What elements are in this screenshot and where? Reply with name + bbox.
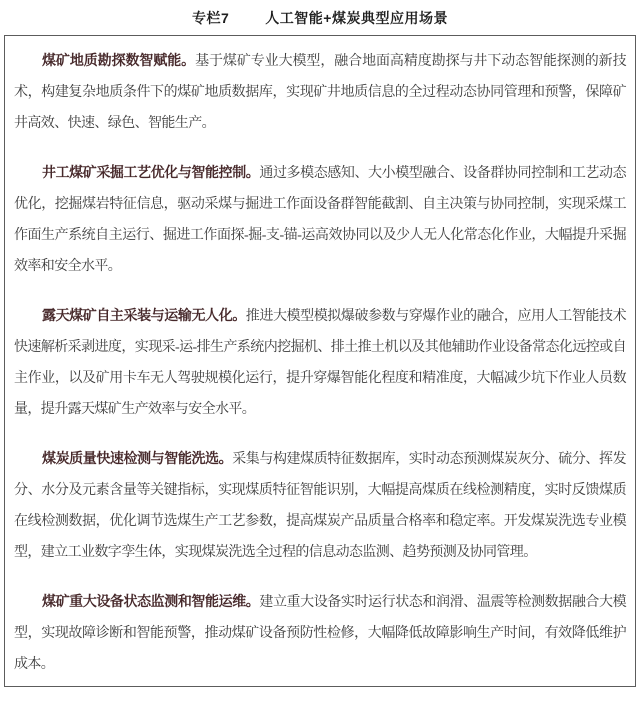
scenario-lead: 煤矿地质勘探数智赋能。 xyxy=(42,54,196,69)
scenario-body: 通过多模态感知、大小模型融合、设备群协同控制和工艺动态优化，挖掘煤岩特征信息，驱动采煤与掘进工作面设备群智能截割、自主决策与协同控制，实现采煤工作面生产系统自主运行、掘进工作面探-掘-支-锚-运高效协同以及少人无人化常态化作业，大幅提升采掘效率和安全水平。 xyxy=(14,166,626,274)
scenario-body: 建立重大设备实时运行状态和润滑、温震等检测数据融合大模型，实现故障诊断和智能预警，推动煤矿设备预防性检修，大幅降低故障影响生产时间，有效降低维护成本。 xyxy=(14,595,626,672)
page-title xyxy=(0,8,640,28)
scenario-paragraph-coal-quality xyxy=(14,444,626,568)
scenario-lead: 井工煤矿采掘工艺优化与智能控制。 xyxy=(42,166,260,181)
scenario-paragraph-underground-mining xyxy=(14,158,626,282)
scenario-body: 采集与构建煤质特征数据库，实时动态预测煤炭灰分、硫分、挥发分、水分及元素含量等关键指标，实现煤质特征智能识别，大幅提高煤质在线检测精度，实时反馈煤质在线检测数据，优化调节选煤生产工艺参数，提高煤炭产品质量合格率和稳定率。开发煤炭洗选专业模型，建立工业数字孪生体，实现煤炭洗选全过程的信息动态监测、趋势预测及协同管理。 xyxy=(14,452,626,560)
scenario-paragraph-equipment-monitoring xyxy=(14,587,626,680)
scenario-panel xyxy=(4,35,636,687)
scenario-lead: 露天煤矿自主采装与运输无人化。 xyxy=(42,309,246,324)
scenario-lead: 煤矿重大设备状态监测和智能运维。 xyxy=(42,595,260,610)
scenario-paragraph-geology xyxy=(14,46,626,139)
scenario-body: 基于煤矿专业大模型，融合地面高精度勘探与井下动态智能探测的新技术，构建复杂地质条件下的煤矿地质数据库，实现矿井地质信息的全过程动态协同管理和预警，保障矿井高效、快速、绿色、智能生产。 xyxy=(14,54,626,131)
page-title-column-label: 专栏7 xyxy=(192,10,230,26)
scenario-paragraph-openpit-transport xyxy=(14,301,626,425)
scenario-body: 推进大模型模拟爆破参数与穿爆作业的融合，应用人工智能技术快速解析采剥进度，实现采-运-排生产系统内挖掘机、排土推土机以及其他辅助作业设备常态化远控或自主作业，以及矿用卡车无人驾驶规模化运行，提升穿爆智能化程度和精准度，大幅减少坑下作业人员数量，提升露天煤矿生产效率与安全水平。 xyxy=(14,309,627,417)
scenario-lead: 煤炭质量快速检测与智能洗选。 xyxy=(42,452,233,467)
document-page xyxy=(0,8,640,705)
page-title-main: 人工智能+煤炭典型应用场景 xyxy=(265,10,448,26)
